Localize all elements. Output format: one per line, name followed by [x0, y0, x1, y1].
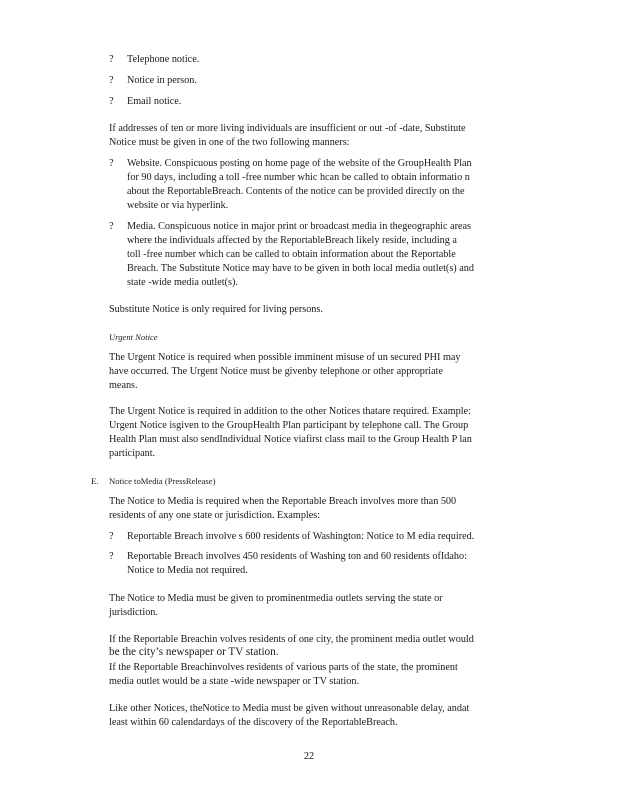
para-urgent-example-line: participant. [109, 448, 156, 459]
bullet-media-line: Breach. The Substitute Notice may have to be given in both local media outlet(s) and [127, 263, 474, 274]
para-prominent-line: The Notice to Media must be given to prominentmedia outlets serving the state or [109, 593, 443, 604]
para-media-intro-line: The Notice to Media is required when the Reportable Breach involves more than 500 [109, 496, 457, 507]
para-urgent-line: means. [109, 380, 138, 391]
para-media-intro-line: residents of any one state or jurisdiction. Examples: [109, 510, 321, 521]
para-city-line: media outlet would be a state -wide newspaper or TV station. [109, 676, 360, 687]
bullet-website-line: website or via hyperlink. [127, 200, 229, 211]
bullet-email: Email notice. [127, 96, 182, 107]
bullet-mark: ? [109, 551, 114, 562]
bullet-mark: ? [109, 221, 114, 232]
bullet-idaho-line: Notice to Media not required. [127, 565, 248, 576]
para-urgent-example-line: Health Plan must also sendIndividual Notice viafirst class mail to the Group Health P lan [109, 434, 472, 445]
bullet-media-line: Media. Conspicuous notice in major print or broadcast media in thegeographic areas [127, 221, 472, 232]
para-urgent-example-line: Urgent Notice isgiven to the GroupHealth Plan participant by telephone call. The Group [109, 420, 469, 431]
para-city-line: If the Reportable Breachin volves residents of one city, the prominent media outlet would [109, 634, 474, 645]
bullet-in-person: Notice in person. [127, 75, 197, 86]
bullet-website-line: for 90 days, including a toll -free number whic hcan be called to obtain informatio n [127, 172, 470, 183]
para-city-line: If the Reportable Breachinvolves residents of various parts of the state, the prominent [109, 662, 458, 673]
bullet-mark: ? [109, 54, 114, 65]
bullet-media-line: toll -free number which can be called to obtain information about the Reportable [127, 249, 456, 260]
para-delay-line: least within 60 calendardays of the discovery of the ReportableBreach. [109, 717, 398, 728]
bullet-mark: ? [109, 531, 114, 542]
bullet-telephone: Telephone notice. [127, 54, 200, 65]
para-substitute-intro-line: Notice must be given in one of the two following manners: [109, 137, 350, 148]
section-title: Notice toMedia (PressRelease) [109, 476, 216, 486]
bullet-idaho-line: Reportable Breach involves 450 residents of Washing ton and 60 residents ofIdaho: [127, 551, 467, 562]
para-delay-line: Like other Notices, theNotice to Media must be given without unreasonable delay, andat [109, 703, 470, 714]
para-substitute-intro-line: If addresses of ten or more living individuals are insufficient or out -of -date, Substitute [109, 123, 466, 134]
bullet-mark: ? [109, 158, 114, 169]
bullet-website-line: Website. Conspicuous posting on home page of the website of the GroupHealth Plan [127, 158, 472, 169]
bullet-media-line: state -wide media outlet(s). [127, 277, 238, 288]
para-urgent-line: The Urgent Notice is required when possible imminent misuse of un secured PHI may [109, 352, 461, 363]
para-urgent-line: have occurred. The Urgent Notice must be givenby telephone or other appropriate [109, 366, 443, 377]
para-city-line: be the city’s newspaper or TV station. [109, 646, 279, 658]
bullet-website-line: about the ReportableBreach. Contents of the notice can be provided directly on the [127, 186, 465, 197]
bullet-media-line: where the individuals affected by the ReportableBreach likely reside, including a [127, 235, 457, 246]
para-prominent-line: jurisdiction. [109, 607, 158, 618]
urgent-notice-heading: Urgent Notice [109, 332, 158, 342]
bullet-mark: ? [109, 96, 114, 107]
bullet-mark: ? [109, 75, 114, 86]
page-number: 22 [303, 751, 315, 762]
para-urgent-example-line: The Urgent Notice is required in addition to the other Notices thatare required. Example: [109, 406, 471, 417]
para-substitute-only: Substitute Notice is only required for living persons. [109, 304, 323, 315]
section-letter: E. [91, 476, 99, 486]
bullet-washington: Reportable Breach involve s 600 residents of Washington: Notice to M edia required. [127, 531, 475, 542]
